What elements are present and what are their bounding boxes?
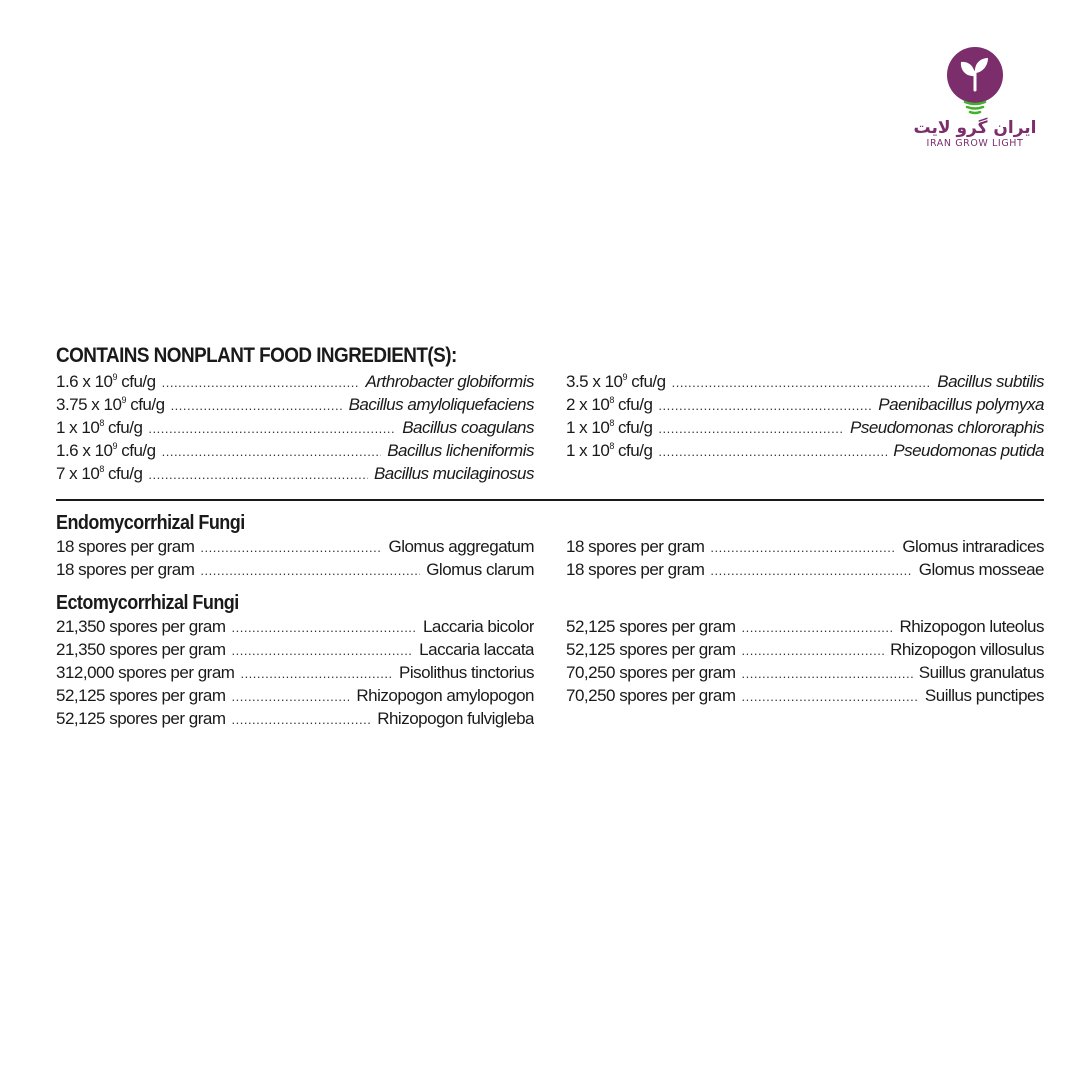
ingredient-amount: 70,250 spores per gram	[566, 686, 736, 705]
ingredient-amount: 1 x $10^8$ cfu/g	[56, 418, 143, 437]
organism-name: Rhizopogon amylopogon	[356, 686, 534, 705]
endo-left-column	[56, 537, 534, 583]
ingredient-amount: 21,350 spores per gram	[56, 640, 226, 659]
ingredient-row	[566, 537, 1044, 560]
organism-name: Glomus mosseae	[918, 560, 1044, 579]
organism-name: Arthrobacter globiformis	[365, 372, 534, 391]
ingredient-amount: 1 x $10^8$ cfu/g	[566, 418, 653, 437]
dot-leader	[658, 421, 844, 436]
exponent: 9	[112, 372, 118, 382]
organism-name: Bacillus mucilaginosus	[373, 464, 534, 483]
exponent: 9	[121, 395, 126, 405]
organism-name: Pisolithus tinctorius	[398, 663, 534, 682]
dot-leader	[162, 444, 382, 459]
dot-leader	[162, 375, 360, 390]
bacteria-right-column	[566, 372, 1044, 487]
organism-name: Laccaria laccata	[419, 640, 534, 659]
ingredient-row	[56, 372, 534, 395]
ingredient-amount: 7 x $10^8$ cfu/g	[56, 464, 143, 483]
organism-name: Bacillus subtilis	[937, 372, 1044, 391]
ingredient-row	[56, 395, 534, 418]
dot-leader	[232, 620, 417, 635]
dot-leader	[240, 666, 393, 681]
endo-title: Endomycorrhizal Fungi	[56, 512, 245, 534]
dot-leader	[742, 689, 919, 704]
ingredient-row	[566, 560, 1044, 583]
exponent: 9	[622, 372, 628, 382]
ingredient-amount: 52,125 spores per gram	[56, 709, 226, 728]
ingredient-row	[56, 617, 534, 640]
dot-leader	[710, 563, 912, 578]
ingredient-row	[566, 395, 1044, 418]
organism-name: Suillus punctipes	[924, 686, 1044, 705]
exponent: 8	[99, 418, 104, 428]
ecto-right-column	[566, 617, 1044, 732]
organism-name: Pseudomonas chlororaphis	[849, 418, 1044, 437]
dot-leader	[710, 540, 896, 555]
ingredient-row	[56, 709, 534, 732]
ingredient-row	[56, 686, 534, 709]
dot-leader	[742, 643, 885, 658]
ingredient-row	[56, 537, 534, 560]
ingredient-row	[566, 441, 1044, 464]
organism-name: Bacillus amyloliquefaciens	[348, 395, 534, 414]
ingredient-amount: 21,350 spores per gram	[56, 617, 226, 636]
exponent: 9	[112, 441, 118, 451]
dot-leader	[200, 563, 420, 578]
organism-name: Rhizopogon villosulus	[890, 640, 1044, 659]
exponent: 8	[609, 418, 614, 428]
organism-name: Pseudomonas putida	[893, 441, 1044, 460]
ingredient-row	[56, 464, 534, 487]
organism-name: Glomus aggregatum	[388, 537, 534, 556]
dot-leader	[148, 421, 396, 436]
ingredient-amount: 1.6 x $10^9$ cfu/g	[56, 441, 156, 460]
organism-name: Suillus granulatus	[918, 663, 1044, 682]
ingredient-amount: 1.6 x $10^9$ cfu/g	[56, 372, 156, 391]
ingredient-row	[566, 372, 1044, 395]
dot-leader	[232, 712, 372, 727]
ingredient-row	[56, 663, 534, 686]
ingredient-amount: 18 spores per gram	[566, 537, 705, 556]
organism-name: Laccaria bicolor	[422, 617, 534, 636]
bacteria-left-column	[56, 372, 534, 487]
ingredient-row	[566, 640, 1044, 663]
ingredient-row	[56, 418, 534, 441]
sprout-bulb-logo-icon	[944, 46, 1006, 116]
dot-leader	[171, 398, 343, 413]
ingredients-panel	[56, 340, 1044, 732]
ingredient-row	[566, 686, 1044, 709]
ingredient-amount: 3.75 x $10^9$ cfu/g	[56, 395, 165, 414]
dot-leader	[742, 666, 913, 681]
dot-leader	[148, 467, 368, 482]
ingredient-row	[56, 560, 534, 583]
ecto-title: Ectomycorrhizal Fungi	[56, 592, 239, 614]
organism-name: Bacillus coagulans	[402, 418, 534, 437]
exponent: 8	[609, 441, 614, 451]
ingredients-heading: CONTAINS NONPLANT FOOD INGREDIENT(S):	[56, 344, 457, 367]
ingredient-amount: 18 spores per gram	[566, 560, 705, 579]
organism-name: Rhizopogon fulvigleba	[377, 709, 534, 728]
exponent: 8	[99, 464, 104, 474]
ingredient-amount: 52,125 spores per gram	[566, 617, 736, 636]
ingredient-row	[566, 418, 1044, 441]
dot-leader	[200, 540, 382, 555]
ingredient-amount: 312,000 spores per gram	[56, 663, 235, 682]
ingredient-row	[56, 640, 534, 663]
brand-logo	[912, 46, 1038, 150]
endo-right-column	[566, 537, 1044, 583]
dot-leader	[232, 689, 351, 704]
ingredient-amount: 18 spores per gram	[56, 560, 195, 579]
ingredient-row	[566, 663, 1044, 686]
dot-leader	[658, 444, 887, 459]
brand-name-en: IRAN GROW LIGHT	[926, 138, 1024, 149]
organism-name: Glomus clarum	[426, 560, 534, 579]
organism-name: Glomus intraradices	[902, 537, 1044, 556]
organism-name: Rhizopogon luteolus	[899, 617, 1044, 636]
dot-leader	[658, 398, 872, 413]
ingredient-amount: 3.5 x $10^9$ cfu/g	[566, 372, 666, 391]
dot-leader	[672, 375, 932, 390]
ingredient-row	[566, 617, 1044, 640]
ingredient-amount: 70,250 spores per gram	[566, 663, 736, 682]
section-divider	[56, 499, 1044, 501]
ingredient-amount: 18 spores per gram	[56, 537, 195, 556]
organism-name: Paenibacillus polymyxa	[878, 395, 1044, 414]
ingredient-amount: 2 x $10^8$ cfu/g	[566, 395, 653, 414]
ingredient-row	[56, 441, 534, 464]
endo-section	[56, 537, 1044, 583]
exponent: 8	[609, 395, 614, 405]
ecto-section	[56, 617, 1044, 732]
ingredient-amount: 52,125 spores per gram	[566, 640, 736, 659]
ecto-left-column	[56, 617, 534, 732]
ingredient-amount: 52,125 spores per gram	[56, 686, 226, 705]
ingredient-amount: 1 x $10^8$ cfu/g	[566, 441, 653, 460]
organism-name: Bacillus licheniformis	[387, 441, 534, 460]
bacteria-section	[56, 372, 1044, 487]
dot-leader	[232, 643, 414, 658]
brand-name-fa: ایران گرو لایت	[913, 118, 1037, 138]
dot-leader	[742, 620, 894, 635]
